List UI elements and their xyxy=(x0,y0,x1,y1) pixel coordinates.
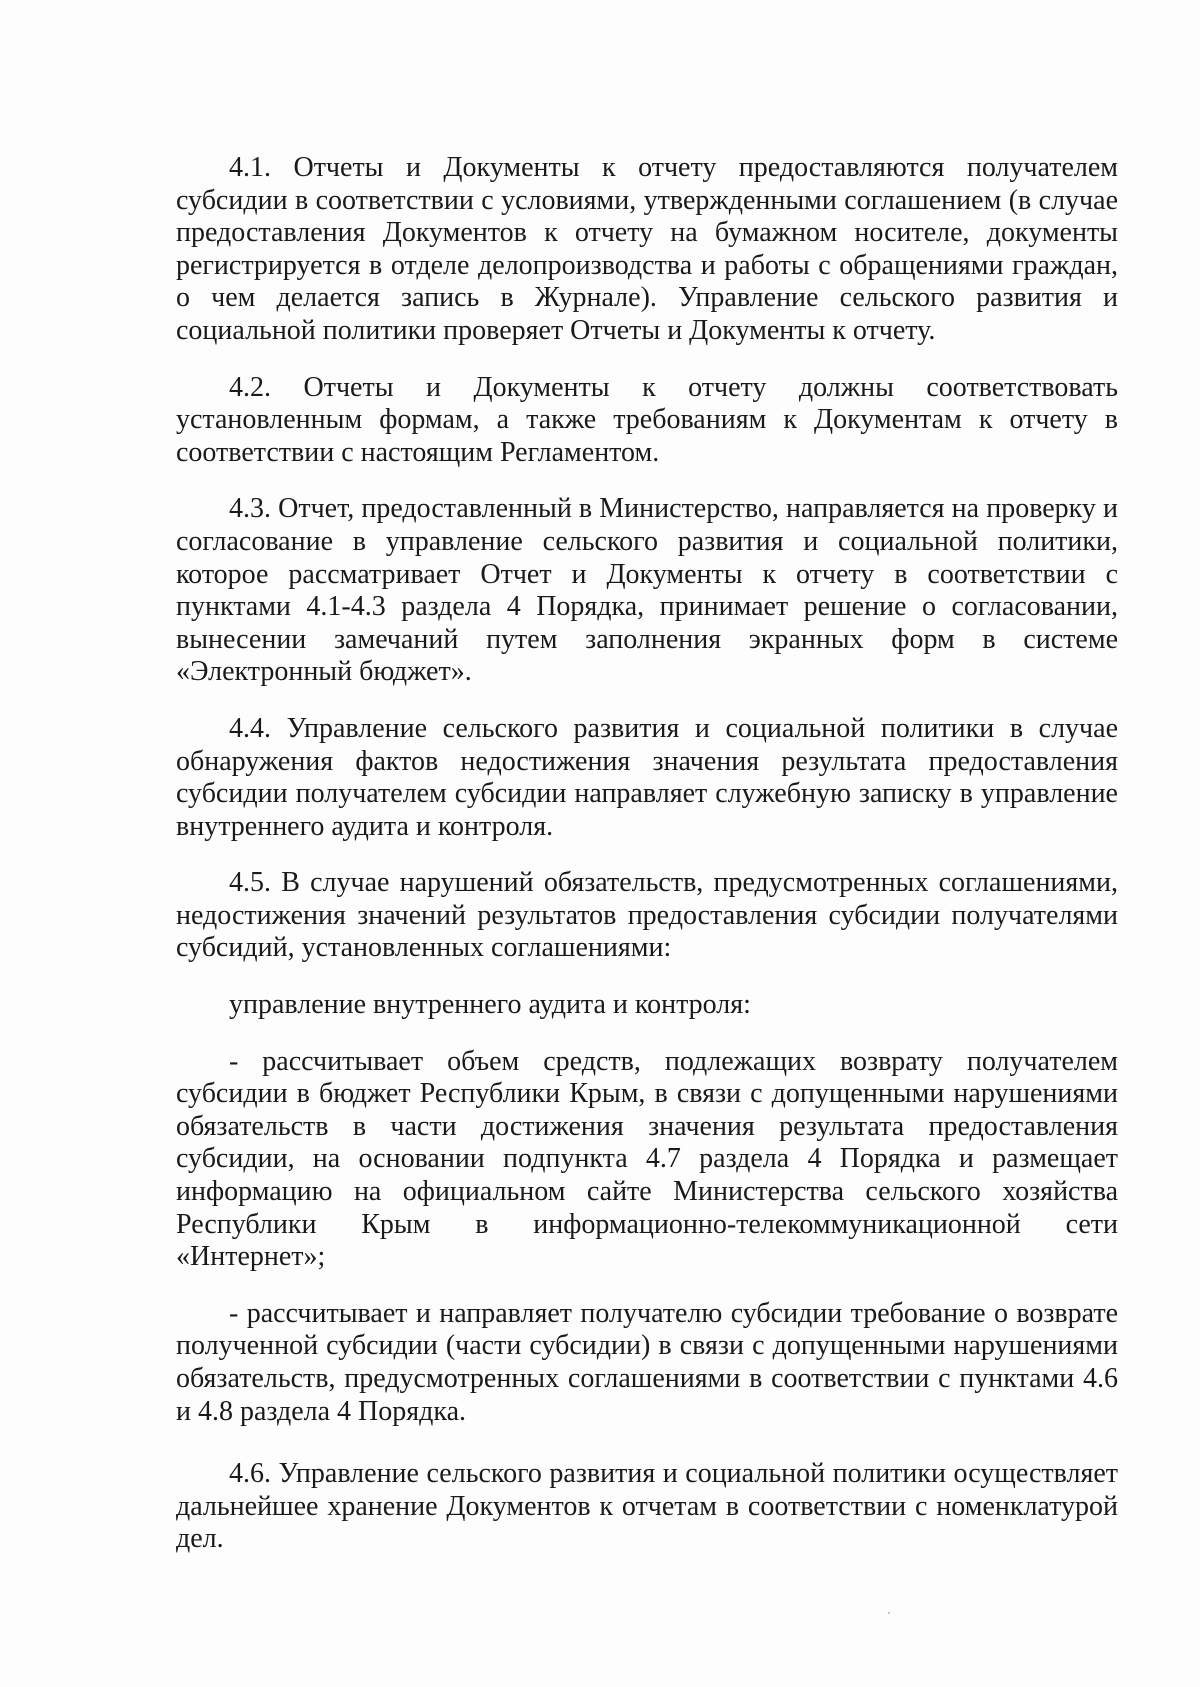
paragraph-4-4: 4.4. Управление сельского развития и социальной политики в случае обнаружения фактов недостижения значения результата предоставления субсидии получателем субсидии направляет служебную записку в управление внутреннего аудита и контроля. xyxy=(176,712,1118,842)
document-body xyxy=(176,152,1118,1580)
paragraph-4-3: 4.3. Отчет, предоставленный в Министерство, направляется на проверку и согласование в управление сельского развития и социальной политики, которое рассматривает Отчет и Документы к отчету в соответствии с пунктами 4.1-4.3 раздела 4 Порядка, принимает решение о согласовании, вынесении замечаний путем заполнения экранных форм в системе «Электронный бюджет». xyxy=(176,493,1118,688)
paragraph-4-2: 4.2. Отчеты и Документы к отчету должны соответствовать установленным формам, а также требованиям к Документам к отчету в соответствии с настоящим Регламентом. xyxy=(176,371,1118,468)
scan-speck xyxy=(888,1612,890,1614)
list-item-calculate-volume: - рассчитывает объем средств, подлежащих возврату получателем субсидии в бюджет Республики Крым, в связи с допущенными нарушениями обязательств в части достижения значения результата предоставления субсидии, на основании подпункта 4.7 раздела 4 Порядка и размещает информацию на официальном сайте Министерства сельского хозяйства Республики Крым в информационно-телекоммуникационной сети «Интернет»; xyxy=(176,1045,1118,1273)
paragraph-4-5: 4.5. В случае нарушений обязательств, предусмотренных соглашениями, недостижения значений результатов предоставления субсидии получателями субсидий, установленных соглашениями: xyxy=(176,867,1118,964)
paragraph-4-1: 4.1. Отчеты и Документы к отчету предоставляются получателем субсидии в соответствии с условиями, утвержденными соглашением (в случае предоставления Документов к отчету на бумажном носителе, документы регистрируется в отделе делопроизводства и работы с обращениями граждан, о чем делается запись в Журнале). Управление сельского развития и социальной политики проверяет Отчеты и Документы к отчету. xyxy=(176,152,1118,346)
list-item-send-requirement: - рассчитывает и направляет получателю субсидии требование о возврате полученной субсидии (части субсидии) в связи с допущенными нарушениями обязательств, предусмотренных соглашениями в соответствии с пунктами 4.6 и 4.8 раздела 4 Порядка. xyxy=(176,1297,1118,1427)
paragraph-4-6: 4.6. Управление сельского развития и социальной политики осуществляет дальнейшее хранение Документов к отчетам в соответствии с номенклатурой дел. xyxy=(176,1458,1118,1555)
paragraph-audit-heading: управление внутреннего аудита и контроля: xyxy=(229,989,751,1021)
